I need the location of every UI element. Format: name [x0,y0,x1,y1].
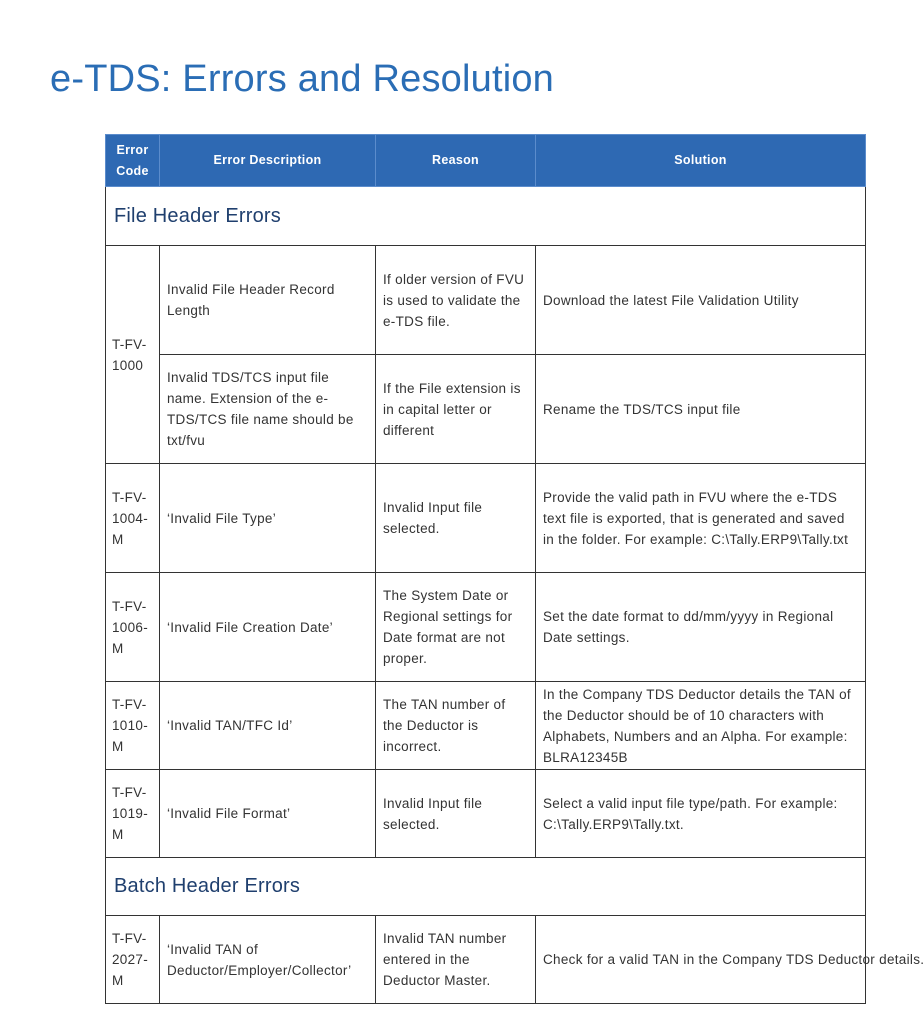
reason-cell: Invalid Input file selected. [376,770,536,858]
table-row [106,464,866,573]
description-cell: Invalid TDS/TCS input file name. Extension of the e-TDS/TCS file name should be txt/fvu [160,355,376,464]
error-code-cell: T-FV-1010-M [106,682,160,770]
error-code-cell: T-FV-1004-M [106,464,160,573]
description-cell: ‘Invalid File Creation Date’ [160,573,376,682]
solution-cell: Download the latest File Validation Utility [536,246,866,355]
table-row [106,682,866,770]
description-cell: ‘Invalid TAN/TFC Id’ [160,682,376,770]
table-row [106,246,866,355]
solution-cell: Set the date format to dd/mm/yyyy in Regional Date settings. [536,573,866,682]
solution-cell: Select a valid input file type/path. For example: C:\Tally.ERP9\Tally.txt. [536,770,866,858]
error-code-cell: T-FV-1000 [106,246,160,464]
table-row [106,573,866,682]
header-reason: Reason [376,135,536,187]
description-cell: ‘Invalid TAN of Deductor/Employer/Collector’ [160,916,376,1004]
solution-cell: Rename the TDS/TCS input file [536,355,866,464]
error-code-cell: T-FV-1006-M [106,573,160,682]
header-error-code: Error Code [106,135,160,187]
table-row [106,770,866,858]
description-cell: Invalid File Header Record Length [160,246,376,355]
solution-cell: Check for a valid TAN in the Company TDS Deductor details. [536,916,866,1004]
reason-cell: The System Date or Regional settings for Date format are not proper. [376,573,536,682]
solution-cell: In the Company TDS Deductor details the TAN of the Deductor should be of 10 characters with Alphabets, Numbers and an Alpha. For example: BLRA12345B [536,682,866,770]
section-title: File Header Errors [106,187,866,246]
description-cell: ‘Invalid File Format’ [160,770,376,858]
table-row [106,916,866,1004]
error-code-cell: T-FV-1019-M [106,770,160,858]
description-cell: ‘Invalid File Type’ [160,464,376,573]
error-code-cell: T-FV-2027-M [106,916,160,1004]
section-row [106,187,866,246]
table-row [106,355,866,464]
errors-table [105,134,924,1004]
section-title: Batch Header Errors [106,858,866,916]
header-solution: Solution [536,135,866,187]
section-row [106,858,866,916]
reason-cell: Invalid Input file selected. [376,464,536,573]
solution-cell: Provide the valid path in FVU where the e-TDS text file is exported, that is generated and saved in the folder. For example: C:\Tally.ERP9\Tally.txt [536,464,866,573]
reason-cell: Invalid TAN number entered in the Deductor Master. [376,916,536,1004]
header-error-description: Error Description [160,135,376,187]
reason-cell: The TAN number of the Deductor is incorrect. [376,682,536,770]
reason-cell: If the File extension is in capital letter or different [376,355,536,464]
errors-table-viewport[interactable] [105,134,924,992]
table-header-row [106,135,866,187]
reason-cell: If older version of FVU is used to validate the e-TDS file. [376,246,536,355]
page-title: e-TDS: Errors and Resolution [50,58,555,100]
